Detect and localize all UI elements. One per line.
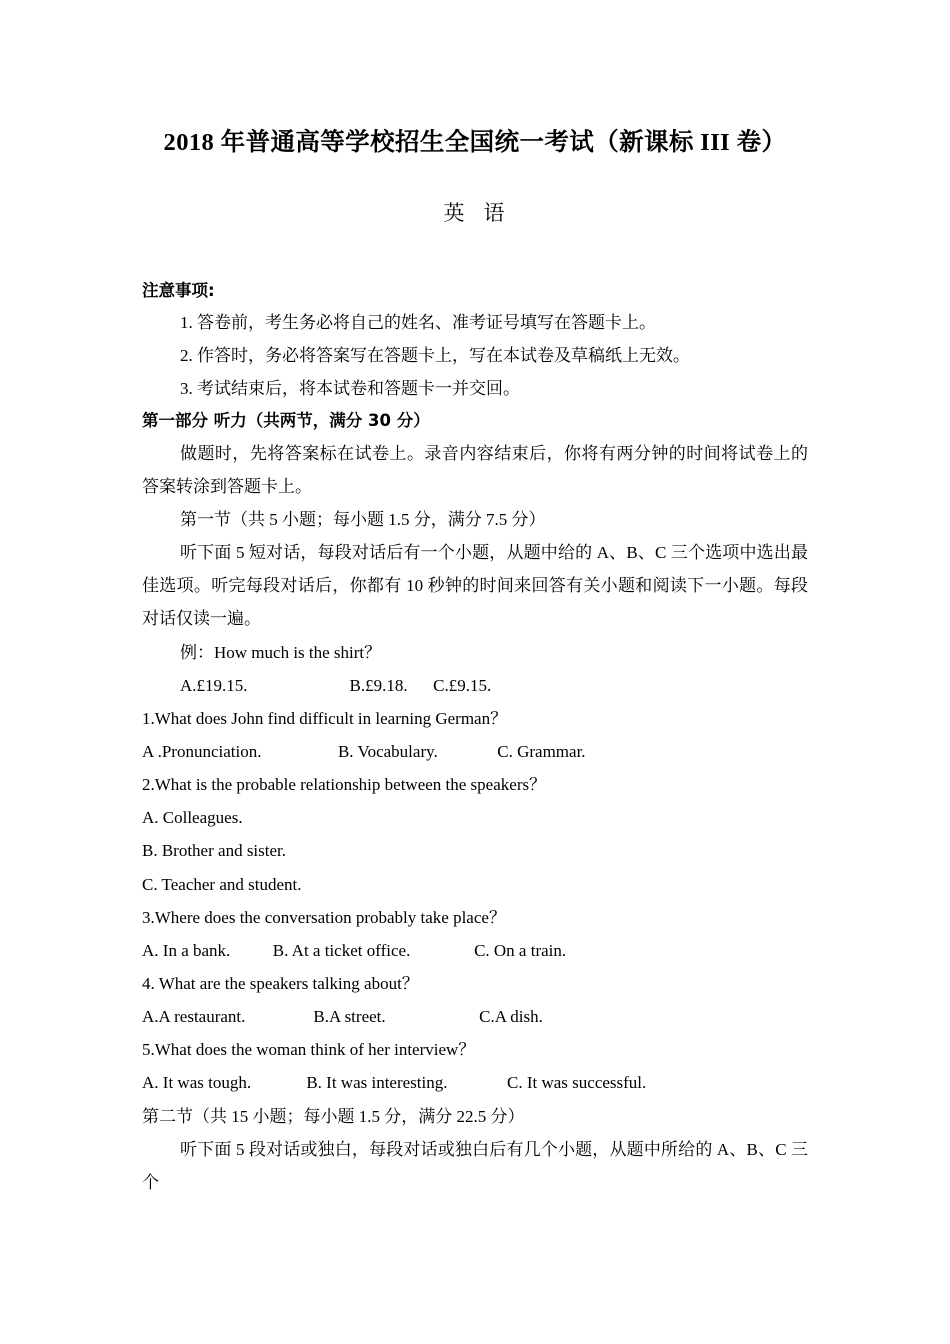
example-stem: 例：How much is the shirt？ [180, 642, 382, 662]
example-options: A.£19.15. B.£9.18. C.£9.15. [180, 675, 492, 695]
question-2-option-a: A. Colleagues. [142, 808, 243, 828]
notes-item-3: 3. 考试结束后，将本试卷和答题卡一并交回。 [180, 379, 520, 399]
section-two-heading: 第二节（共 15 小题；每小题 1.5 分，满分 22.5 分） [142, 1106, 525, 1126]
part-one-heading: 第一部分 听力（共两节，满分 30 分） [142, 411, 430, 431]
notes-item-2: 2. 作答时，务必将答案写在答题卡上，写在本试卷及草稿纸上无效。 [180, 346, 690, 366]
notes-heading: 注意事项: [142, 280, 215, 300]
subject-title [142, 159, 808, 227]
question-1-options: A .Pronunciation. B. Vocabulary. C. Grammar. [142, 742, 586, 761]
part-one-intro: 做题时，先将答案标在试卷上。录音内容结束后，你将有两分钟的时间将试卷上的答案转涂到答题卡上。 [142, 443, 808, 496]
question-3-stem: 3.Where does the conversation probably take place？ [142, 907, 506, 927]
notes-item-1: 1. 答卷前，考生务必将自己的姓名、准考证号填写在答题卡上。 [180, 312, 656, 332]
question-2-option-c: C. Teacher and student. [142, 874, 302, 894]
question-1-stem: 1.What does John find difficult in learning German？ [142, 708, 508, 728]
page-title: 2018 年普通高等学校招生全国统一考试（新课标 III 卷） [163, 129, 787, 156]
section-one-instructions: 听下面 5 短对话，每段对话后有一个小题，从题中给的 A、B、C 三个选项中选出最佳选项。听完每段对话后，你都有 10 秒钟的时间来回答有关小题和阅读下一小题。每段对话仅读一遍。 [142, 543, 808, 629]
question-5-options: A. It was tough. B. It was interesting. C. It was successful. [142, 1073, 647, 1093]
page-content [142, 0, 808, 1199]
subject-char-2: 语 [483, 200, 507, 225]
question-2-stem: 2.What is the probable relationship between the speakers？ [142, 775, 547, 795]
section-one-heading: 第一节（共 5 小题；每小题 1.5 分，满分 7.5 分） [180, 510, 546, 530]
question-4-options: A.A restaurant. B.A street. C.A dish. [142, 1007, 543, 1027]
subject-char-1: 英 [443, 200, 467, 225]
question-4-stem: 4. What are the speakers talking about？ [142, 973, 419, 993]
question-2-option-b: B. Brother and sister. [142, 841, 287, 861]
question-3-options: A. In a bank. B. At a ticket office. C. On a train. [142, 940, 567, 960]
section-two-instructions: 听下面 5 段对话或独白，每段对话或独白后有几个小题，从题中所给的 A、B、C 三个 [142, 1139, 808, 1192]
question-5-stem: 5.What does the woman think of her interview？ [142, 1040, 476, 1060]
